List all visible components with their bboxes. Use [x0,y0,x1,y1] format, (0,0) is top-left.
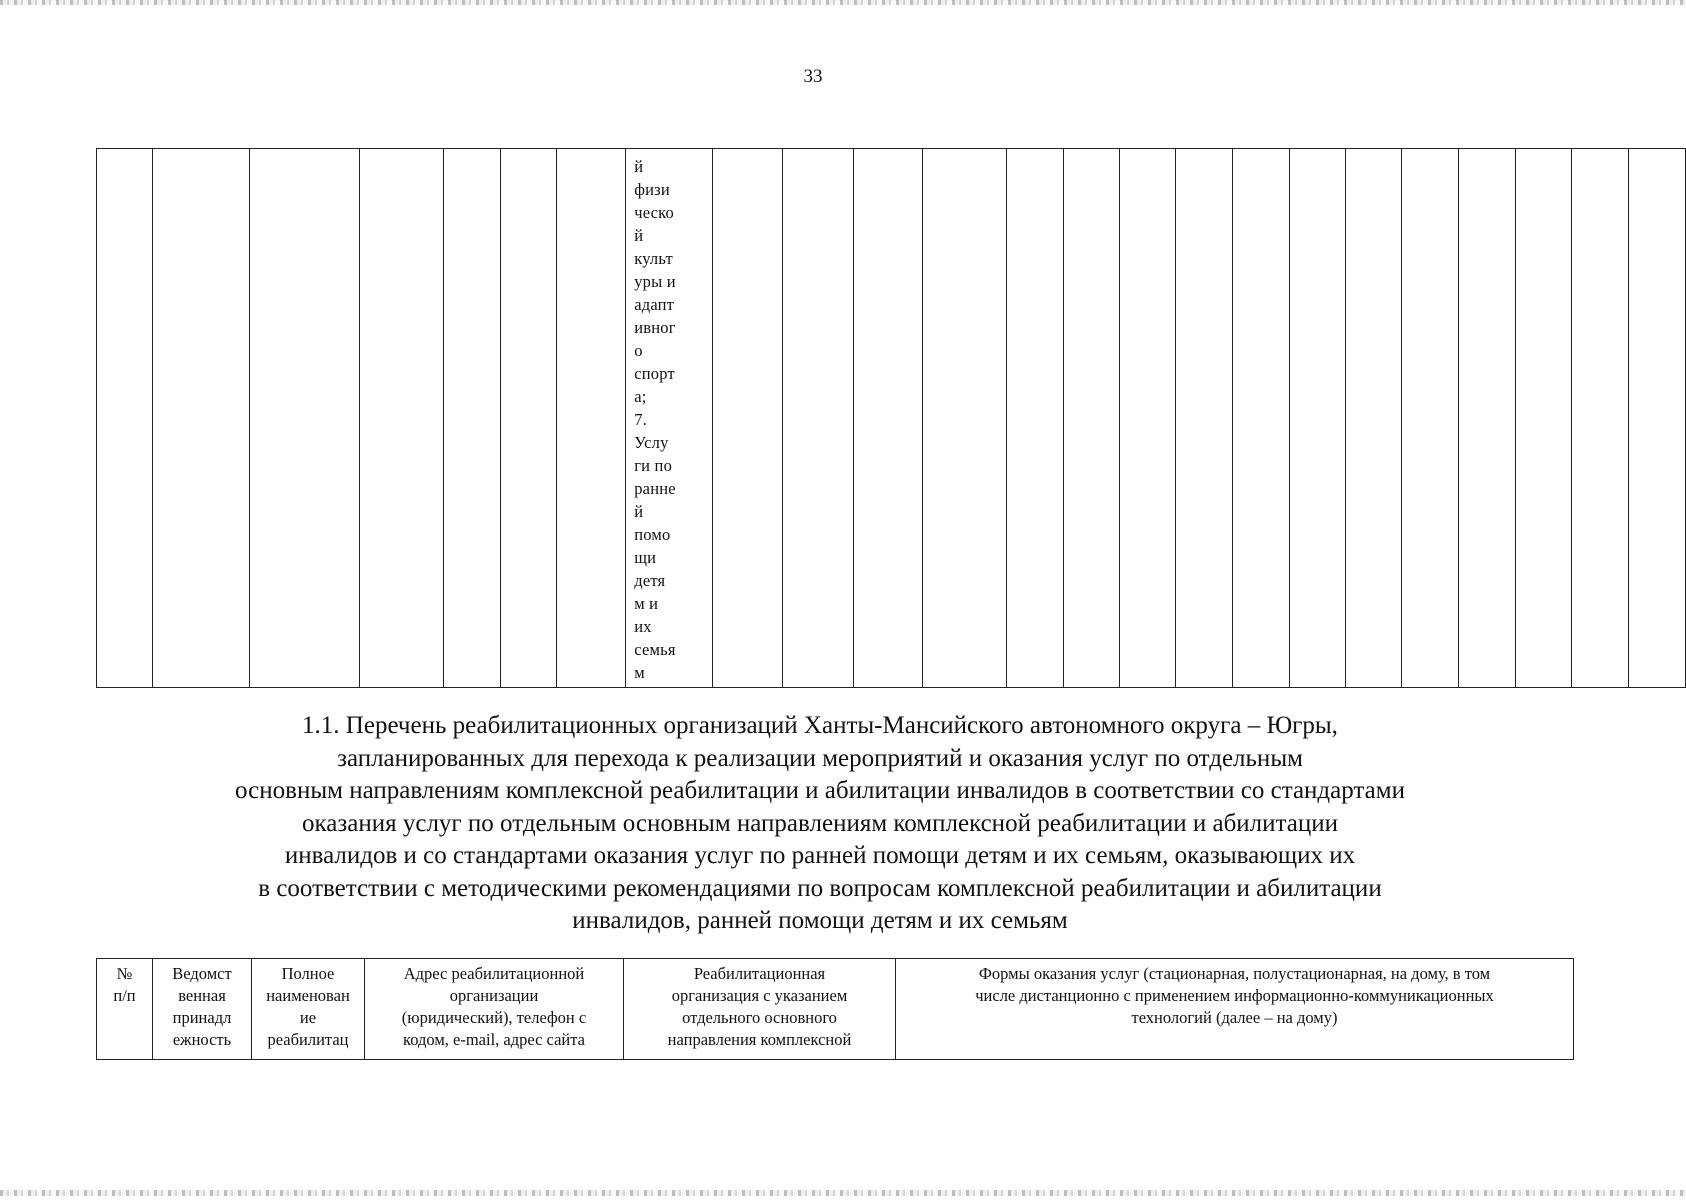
header-text: Адрес реабилитационной организации (юридический), телефон с кодом, e-mail, адрес сайта [401,964,587,1049]
table-cell [97,149,153,688]
header-row [97,959,1574,1060]
header-affiliation [153,959,252,1060]
table-cell [713,149,782,688]
table-cell [444,149,501,688]
table-cell [854,149,922,688]
table-cell [1572,149,1629,688]
header-organization [624,959,896,1060]
table-cell [1232,149,1289,688]
page-number: 33 [803,66,823,87]
organizations-table [96,958,1574,1060]
table-cell [1006,149,1063,688]
table-cell [501,149,557,688]
services-text-cell [626,149,713,688]
table-cell [249,149,360,688]
table-cell [360,149,444,688]
continuation-row [97,149,1686,688]
heading-line: 1.1. Перечень реабилитационных организаций Ханты-Мансийского автономного округа – Югры, [302,712,1338,739]
table-cell [1515,149,1572,688]
table-cell [782,149,853,688]
header-text: Реабилитационная организация с указанием отдельного основного направления комплексной [667,964,852,1049]
header-text: Полное наименован ие реабилитац [266,964,350,1049]
table-cell [556,149,625,688]
heading-line: инвалидов, ранней помощи детям и их семьям [572,907,1068,934]
header-address [365,959,624,1060]
header-service-forms [896,959,1574,1060]
heading-line: инвалидов и со стандартами оказания услуг по ранней помощи детям и их семьям, оказывающих их [284,842,1356,869]
heading-line: оказания услуг по отдельным основным направлениям комплексной реабилитации и абилитации [302,809,1338,837]
table-cell [1063,149,1120,688]
table-cell [1629,149,1686,688]
header-full-name [252,959,365,1060]
table-cell [1402,149,1459,688]
services-text: й физи ческо й культ уры и адапт ивног о спорт а; 7. Услу ги по ранне й помо щи детя м и их семья м [634,157,676,682]
header-text: Ведомст венная принадл ежность [172,964,232,1049]
section-heading [100,710,1540,938]
header-text: № п/п [113,964,136,1005]
header-number [97,959,153,1060]
heading-line: в соответствии с методическими рекомендациями по вопросам комплексной реабилитации и абилитации [258,874,1382,902]
table-cell [1120,149,1176,688]
continuation-table [96,148,1686,688]
heading-line: основным направлениям комплексной реабилитации и абилитации инвалидов в соответствии со стандартами [235,777,1405,804]
table-cell [922,149,1006,688]
table-cell [1176,149,1233,688]
scan-edge-bottom [0,1190,1686,1196]
table-cell [1458,149,1515,688]
heading-line: запланированных для перехода к реализации мероприятий и оказания услуг по отдельным [337,744,1303,772]
header-text: Формы оказания услуг (стационарная, полустационарная, на дому, в том числе дистанционно с применением информационно-коммуникационных технологий (далее – на дому) [975,964,1494,1027]
scan-edge-top [0,0,1686,5]
table-cell [152,149,249,688]
table-cell [1289,149,1346,688]
table-cell [1346,149,1402,688]
